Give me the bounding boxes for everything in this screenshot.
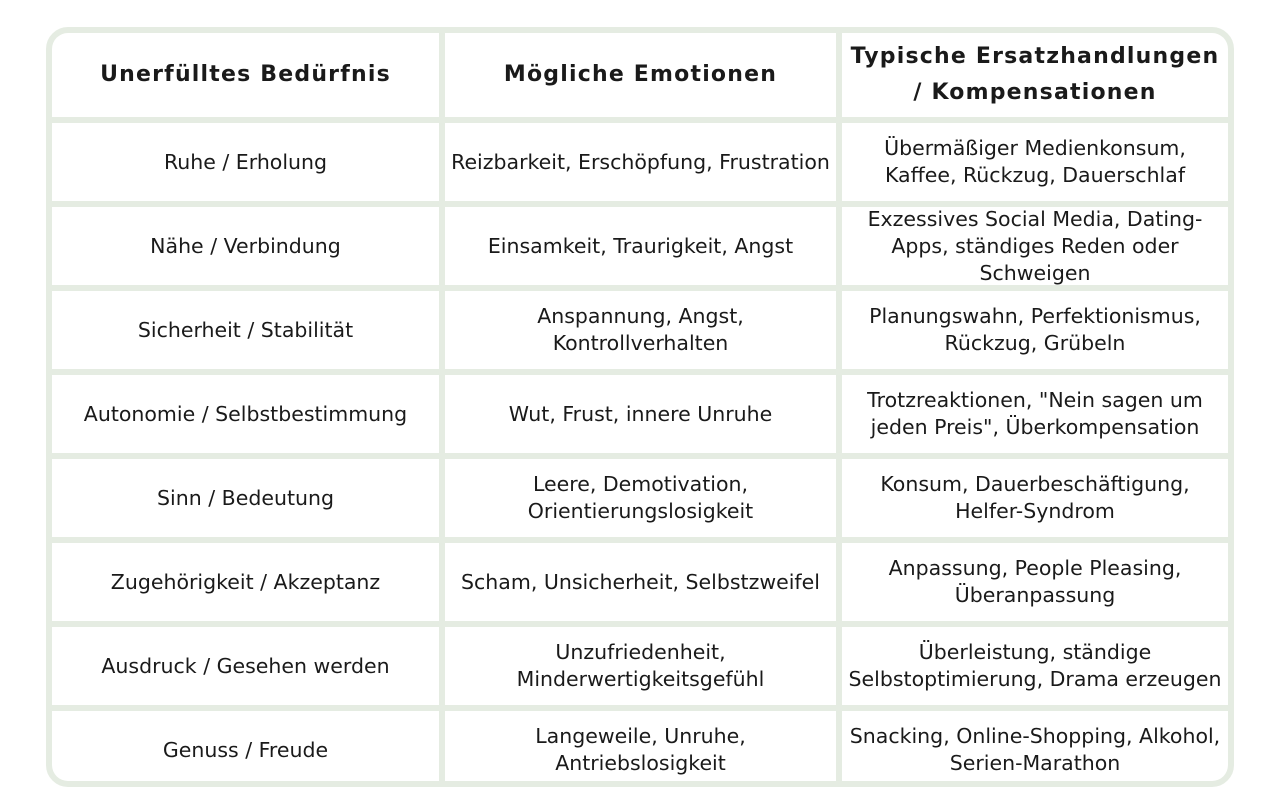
cell-need: Sicherheit / Stabilität	[52, 291, 439, 369]
header-compensations: Typische Ersatzhandlungen / Kompensationen	[842, 33, 1228, 117]
cell-compensations: Snacking, Online-Shopping, Alkohol, Serien-Marathon	[842, 711, 1228, 787]
cell-compensations: Überleistung, ständige Selbstoptimierung, Drama erzeugen	[842, 627, 1228, 705]
cell-compensations: Trotzreaktionen, "Nein sagen um jeden Preis", Überkompensation	[842, 375, 1228, 453]
table-grid	[52, 33, 1228, 781]
header-need: Unerfülltes Bedürfnis	[52, 33, 439, 117]
cell-emotions: Unzufriedenheit, Minderwertigkeitsgefühl	[445, 627, 836, 705]
header-emotions: Mögliche Emotionen	[445, 33, 836, 117]
cell-compensations: Planungswahn, Perfektionismus, Rückzug, Grübeln	[842, 291, 1228, 369]
cell-emotions: Reizbarkeit, Erschöpfung, Frustration	[445, 123, 836, 201]
cell-emotions: Anspannung, Angst, Kontrollverhalten	[445, 291, 836, 369]
cell-need: Ruhe / Erholung	[52, 123, 439, 201]
cell-need: Genuss / Freude	[52, 711, 439, 787]
cell-compensations: Exzessives Social Media, Dating-Apps, ständiges Reden oder Schweigen	[842, 207, 1228, 285]
cell-need: Autonomie / Selbstbestimmung	[52, 375, 439, 453]
cell-emotions: Leere, Demotivation, Orientierungslosigkeit	[445, 459, 836, 537]
needs-table	[46, 27, 1234, 787]
cell-compensations: Anpassung, People Pleasing, Überanpassung	[842, 543, 1228, 621]
cell-emotions: Wut, Frust, innere Unruhe	[445, 375, 836, 453]
cell-need: Zugehörigkeit / Akzeptanz	[52, 543, 439, 621]
cell-emotions: Scham, Unsicherheit, Selbstzweifel	[445, 543, 836, 621]
cell-emotions: Langeweile, Unruhe, Antriebslosigkeit	[445, 711, 836, 787]
cell-need: Nähe / Verbindung	[52, 207, 439, 285]
cell-compensations: Konsum, Dauerbeschäftigung, Helfer-Syndrom	[842, 459, 1228, 537]
cell-need: Sinn / Bedeutung	[52, 459, 439, 537]
cell-need: Ausdruck / Gesehen werden	[52, 627, 439, 705]
cell-compensations: Übermäßiger Medienkonsum, Kaffee, Rückzug, Dauerschlaf	[842, 123, 1228, 201]
cell-emotions: Einsamkeit, Traurigkeit, Angst	[445, 207, 836, 285]
